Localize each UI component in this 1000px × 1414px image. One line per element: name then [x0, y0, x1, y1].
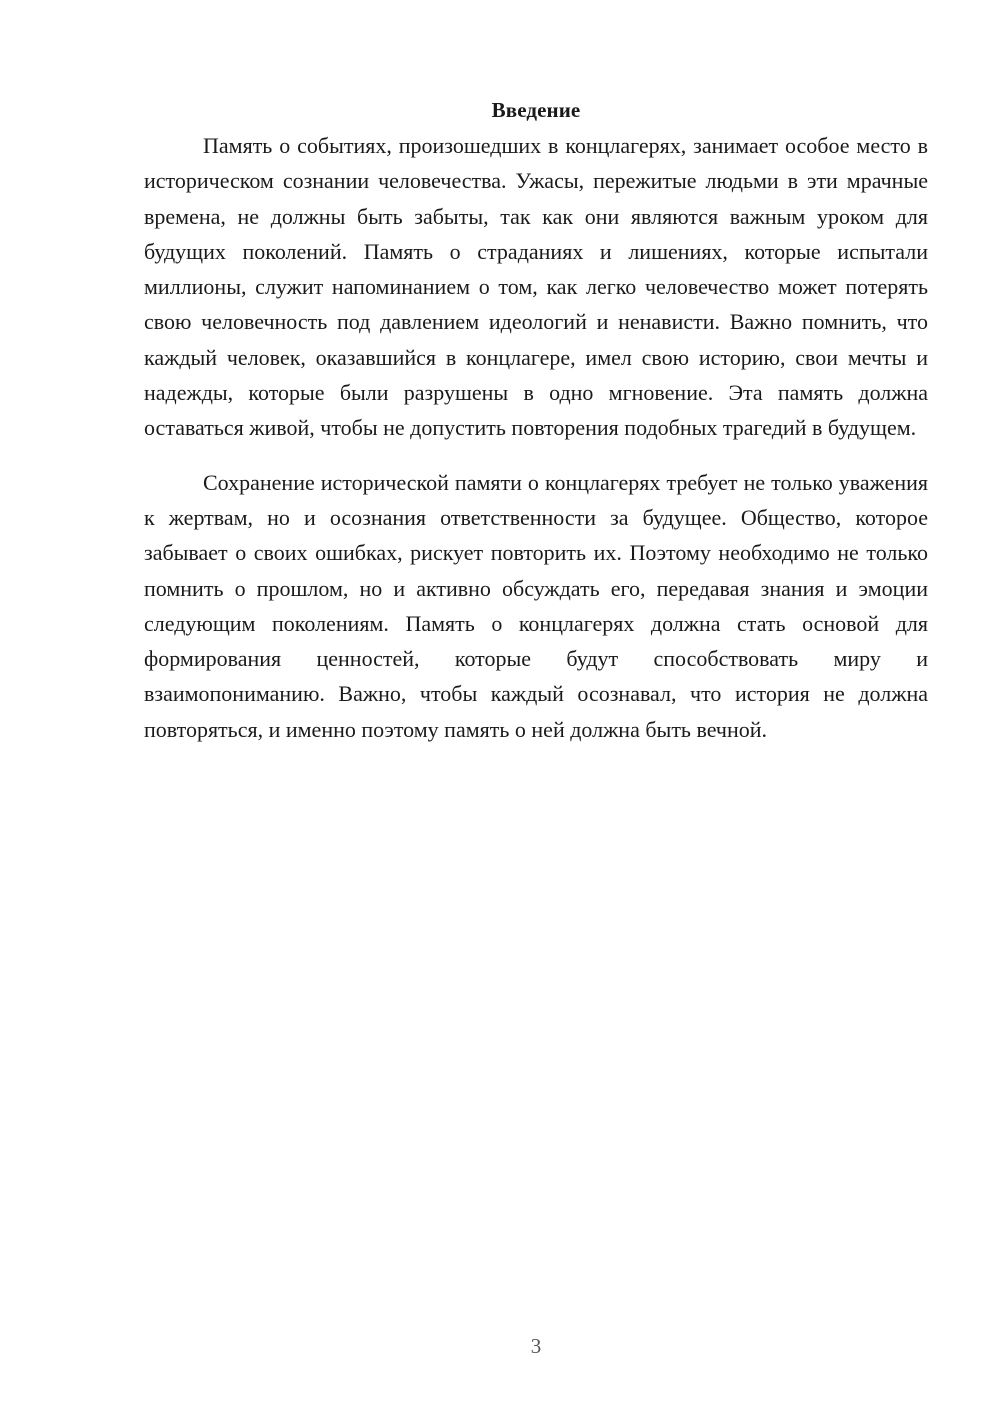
- section-heading: Введение: [491, 98, 581, 122]
- page-content: [144, 93, 928, 747]
- page-number: 3: [530, 1334, 542, 1358]
- paragraph-2: Сохранение исторической памяти о концлагерях требует не только уважения к жертвам, но и осознания ответственности за будущее. Общество, которое забывает о своих ошибках, рискует повторить их. Поэтому необходимо не только помнить о прошлом, но и активно обсуждать его, передавая знания и эмоции следующим поколениям. Память о концлагерях должна стать основой для формирования ценностей, которые будут способствовать миру и взаимопониманию. Важно, чтобы каждый осознавал, что история не должна повторяться, и именно поэтому память о ней должна быть вечной.: [144, 469, 928, 742]
- paragraph-1: Память о событиях, произошедших в концлагерях, занимает особое место в историческом сознании человечества. Ужасы, пережитые людьми в эти мрачные времена, не должны быть забыты, так как они являются важным уроком для будущих поколений. Память о страданиях и лишениях, которые испытали миллионы, служит напоминанием о том, как легко человечество может потерять свою человечность под давлением идеологий и ненависти. Важно помнить, что каждый человек, оказавшийся в концлагере, имел свою историю, свои мечты и надежды, которые были разрушены в одно мгновение. Эта память должна оставаться живой, чтобы не допустить повторения подобных трагедий в будущем.: [144, 133, 928, 441]
